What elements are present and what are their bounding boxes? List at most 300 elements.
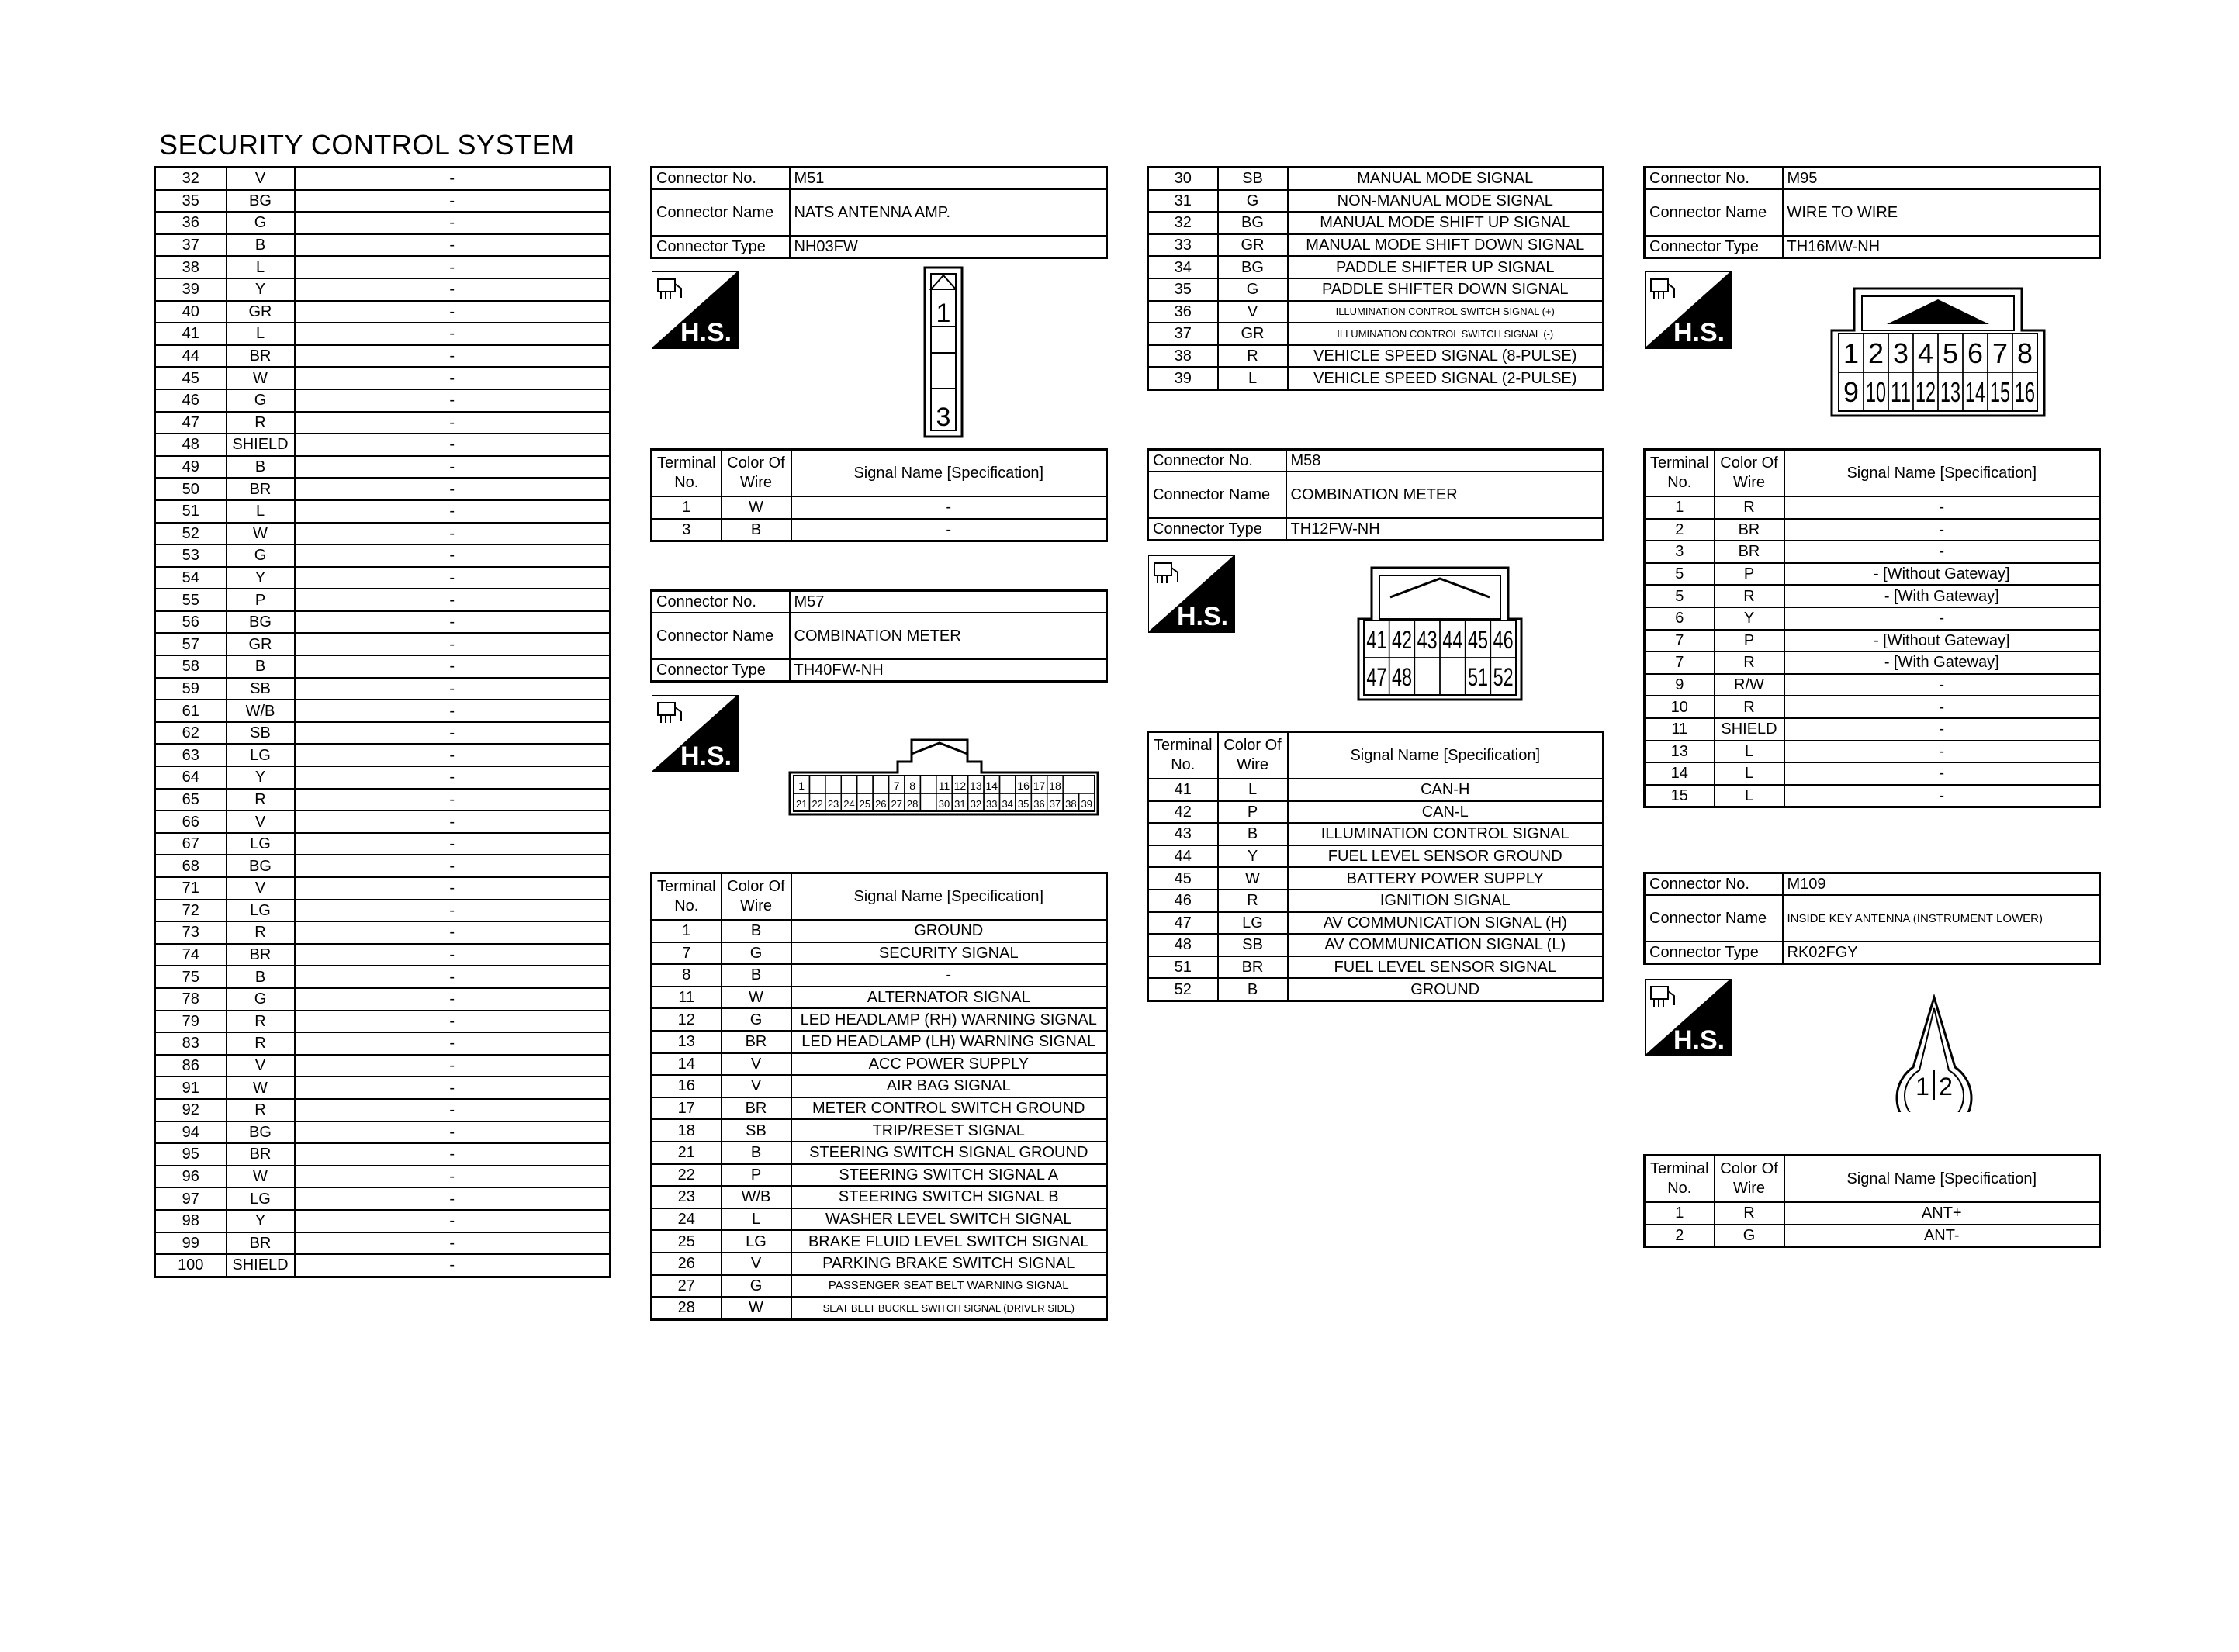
signal-name: - — [295, 921, 611, 944]
svg-text:H.S.: H.S. — [680, 741, 732, 771]
wire-color: R — [1715, 585, 1784, 607]
terminal-no: 1 — [652, 496, 722, 519]
signal-name: - — [295, 412, 611, 434]
wire-color: SHIELD — [1715, 718, 1784, 741]
terminal-no: 35 — [155, 190, 227, 213]
signal-name: ILLUMINATION CONTROL SIGNAL — [1288, 823, 1604, 845]
table-row — [1148, 779, 1604, 801]
wire-color: LG — [227, 744, 295, 766]
terminal-no: 5 — [1645, 563, 1715, 586]
table-row — [155, 655, 611, 678]
wire-color: SB — [722, 1119, 791, 1142]
table-row — [155, 190, 611, 213]
wire-color: V — [722, 1075, 791, 1097]
wire-color: V — [722, 1053, 791, 1076]
terminal-no: 27 — [652, 1275, 722, 1298]
table-row — [155, 478, 611, 500]
wire-color: BR — [1715, 541, 1784, 563]
wire-color: V — [227, 810, 295, 833]
signal-name: - — [295, 256, 611, 278]
signal-name: - [With Gateway] — [1784, 651, 2100, 674]
signal-name: AIR BAG SIGNAL — [791, 1075, 1107, 1097]
terminal-no: 55 — [155, 589, 227, 611]
m57-pin: 14 — [985, 779, 998, 792]
wire-color: Y — [227, 567, 295, 589]
table-row — [1645, 741, 2100, 763]
table-row — [1148, 345, 1604, 368]
m57-pin: 33 — [986, 798, 998, 810]
color-of-wire-header: Color Of Wire — [1715, 1156, 1784, 1203]
wire-color: SB — [227, 722, 295, 745]
wire-color: W — [227, 523, 295, 545]
wire-color: BR — [722, 1031, 791, 1053]
hs-icon — [652, 695, 739, 772]
table-row — [652, 1031, 1107, 1053]
wire-color: L — [227, 323, 295, 345]
terminal-no: 91 — [155, 1077, 227, 1099]
hs-icon — [1645, 271, 1732, 349]
table-row — [652, 1186, 1107, 1208]
wire-color: BR — [1218, 956, 1288, 979]
m58-connector-info — [1147, 448, 1604, 541]
signal-name: PADDLE SHIFTER UP SIGNAL — [1288, 256, 1604, 278]
terminal-no: 17 — [652, 1097, 722, 1120]
terminal-no: 37 — [1148, 323, 1218, 345]
m57-pin: 28 — [906, 798, 919, 810]
terminal-no: 64 — [155, 766, 227, 789]
m57-pin: 21 — [795, 798, 808, 810]
wire-color: B — [227, 966, 295, 988]
table-row — [1148, 823, 1604, 845]
m95-pin: 9 — [1843, 376, 1859, 408]
wire-color: Y — [227, 1210, 295, 1232]
table-row — [652, 1297, 1107, 1319]
terminal-no: 6 — [1645, 607, 1715, 630]
signal-name: ALTERNATOR SIGNAL — [791, 987, 1107, 1009]
terminal-no: 32 — [1148, 212, 1218, 234]
terminal-no: 74 — [155, 944, 227, 966]
signal-name: BRAKE FLUID LEVEL SWITCH SIGNAL — [791, 1230, 1107, 1253]
m58-pin: 46 — [1493, 626, 1514, 654]
terminal-no: 46 — [155, 389, 227, 412]
terminal-no: 51 — [155, 500, 227, 523]
table-row — [155, 966, 611, 988]
m58-connector-no: M58 — [1286, 450, 1604, 472]
terminal-no: 59 — [155, 678, 227, 700]
terminal-no: 15 — [1645, 785, 1715, 807]
m58-connector-diagram — [1356, 565, 1524, 703]
signal-name-header: Signal Name [Specification] — [1784, 1156, 2100, 1203]
signal-name: SEAT BELT BUCKLE SWITCH SIGNAL (DRIVER SIDE) — [791, 1297, 1107, 1319]
connector-type-label: Connector Type — [1148, 518, 1286, 541]
wire-color: W — [227, 1166, 295, 1188]
signal-name: - — [295, 988, 611, 1011]
m58-pin: 43 — [1417, 626, 1438, 654]
table-row — [1148, 890, 1604, 912]
terminal-no: 48 — [1148, 934, 1218, 956]
terminal-no: 9 — [1645, 674, 1715, 696]
wire-color: P — [722, 1164, 791, 1187]
hs-icon — [652, 271, 739, 349]
m58-pin: 41 — [1366, 626, 1387, 654]
signal-name: FUEL LEVEL SENSOR GROUND — [1288, 845, 1604, 868]
signal-name: - [With Gateway] — [1784, 585, 2100, 607]
wire-color: BG — [227, 855, 295, 877]
table-row — [652, 964, 1107, 987]
terminal-no: 45 — [155, 367, 227, 389]
table-row — [652, 496, 1107, 519]
left-terminal-table — [154, 166, 611, 1278]
terminal-no: 3 — [652, 519, 722, 541]
terminal-no-header: Terminal No. — [1148, 732, 1218, 779]
m109-pin-2: 2 — [1939, 1073, 1953, 1101]
table-row — [155, 944, 611, 966]
terminal-no: 56 — [155, 611, 227, 634]
wire-color: B — [722, 964, 791, 987]
wire-color: BR — [227, 944, 295, 966]
signal-name: - — [295, 544, 611, 567]
m95-pin: 5 — [1943, 337, 1958, 369]
table-row — [155, 921, 611, 944]
wire-color: LG — [227, 1187, 295, 1210]
terminal-no: 2 — [1645, 519, 1715, 541]
wire-color: L — [1218, 367, 1288, 389]
wire-color: G — [227, 988, 295, 1011]
signal-name: - — [295, 1166, 611, 1188]
signal-name: FUEL LEVEL SENSOR SIGNAL — [1288, 956, 1604, 979]
signal-name-header: Signal Name [Specification] — [791, 873, 1107, 921]
signal-name: - — [295, 434, 611, 456]
m57-pin: 23 — [827, 798, 839, 810]
wire-color: L — [722, 1208, 791, 1231]
signal-name: - — [295, 789, 611, 811]
terminal-no: 16 — [652, 1075, 722, 1097]
table-row — [155, 722, 611, 745]
signal-name: - — [1784, 718, 2100, 741]
terminal-no: 68 — [155, 855, 227, 877]
color-of-wire-header: Color Of Wire — [722, 873, 791, 921]
signal-name: VEHICLE SPEED SIGNAL (2-PULSE) — [1288, 367, 1604, 389]
terminal-no: 41 — [1148, 779, 1218, 801]
m95-pin: 7 — [1992, 337, 2008, 369]
table-row — [155, 810, 611, 833]
signal-name: MANUAL MODE SIGNAL — [1288, 168, 1604, 190]
signal-name: SECURITY SIGNAL — [791, 942, 1107, 965]
terminal-no: 26 — [652, 1253, 722, 1275]
terminal-no-header: Terminal No. — [1645, 450, 1715, 497]
wire-color: R — [1715, 651, 1784, 674]
terminal-no: 14 — [1645, 762, 1715, 785]
terminal-no: 75 — [155, 966, 227, 988]
wire-color: G — [227, 212, 295, 234]
table-row — [155, 789, 611, 811]
wire-color: W — [722, 496, 791, 519]
terminal-no: 57 — [155, 633, 227, 655]
signal-name: - — [295, 900, 611, 922]
wire-color: GR — [227, 301, 295, 323]
signal-name: - — [295, 1099, 611, 1121]
m51-pin-1: 1 — [936, 299, 951, 328]
m57-pin: 8 — [909, 779, 916, 792]
wire-color: GR — [227, 633, 295, 655]
signal-name: - — [295, 1143, 611, 1166]
signal-name: MANUAL MODE SHIFT UP SIGNAL — [1288, 212, 1604, 234]
table-row — [155, 766, 611, 789]
table-row — [155, 678, 611, 700]
terminal-no: 49 — [155, 456, 227, 479]
terminal-no: 99 — [155, 1232, 227, 1255]
m57-pin: 34 — [1002, 798, 1013, 810]
svg-text:H.S.: H.S. — [1176, 602, 1229, 631]
wire-color: V — [1218, 301, 1288, 323]
wire-color: B — [722, 1142, 791, 1164]
wire-color: V — [227, 1055, 295, 1077]
terminal-no: 95 — [155, 1143, 227, 1166]
terminal-no: 92 — [155, 1099, 227, 1121]
wire-color: P — [1715, 563, 1784, 586]
signal-name: - — [295, 966, 611, 988]
m51-connector-no: M51 — [790, 168, 1107, 190]
wire-color: R — [227, 789, 295, 811]
signal-name: - — [295, 877, 611, 900]
terminal-no: 35 — [1148, 278, 1218, 301]
m57-pin: 31 — [954, 798, 966, 810]
signal-name: - — [295, 1210, 611, 1232]
table-row — [1645, 563, 2100, 586]
signal-name: - — [1784, 519, 2100, 541]
m95-pin: 4 — [1918, 337, 1933, 369]
table-row — [1645, 651, 2100, 674]
m95-connector-no: M95 — [1783, 168, 2100, 190]
table-row — [652, 1008, 1107, 1031]
wire-color: BR — [722, 1097, 791, 1120]
m109-connector-no: M109 — [1783, 873, 2100, 896]
m57-pin: 24 — [843, 798, 855, 810]
signal-name: NON-MANUAL MODE SIGNAL — [1288, 190, 1604, 213]
m57-pin: 17 — [1033, 779, 1046, 792]
signal-name: - — [295, 589, 611, 611]
terminal-no: 11 — [1645, 718, 1715, 741]
wire-color: BR — [227, 345, 295, 368]
table-row — [155, 1099, 611, 1121]
table-row — [155, 1210, 611, 1232]
terminal-no-header: Terminal No. — [652, 450, 722, 497]
terminal-no: 63 — [155, 744, 227, 766]
terminal-no: 2 — [1645, 1225, 1715, 1247]
terminal-no: 58 — [155, 655, 227, 678]
table-row — [155, 323, 611, 345]
wire-color: R — [1715, 696, 1784, 718]
terminal-no: 10 — [1645, 696, 1715, 718]
wire-color: Y — [1715, 607, 1784, 630]
wire-color: BR — [227, 1143, 295, 1166]
terminal-no: 32 — [155, 168, 227, 190]
signal-name: ANT+ — [1784, 1202, 2100, 1225]
signal-name: - — [295, 1032, 611, 1055]
table-row — [652, 1230, 1107, 1253]
wire-color: W — [1218, 867, 1288, 890]
m58-pin: 51 — [1468, 663, 1488, 691]
table-row — [1645, 696, 2100, 718]
terminal-no: 72 — [155, 900, 227, 922]
wire-color: G — [1218, 278, 1288, 301]
signal-name: - — [295, 212, 611, 234]
m57-pin: 11 — [938, 779, 950, 792]
wire-color: R — [227, 921, 295, 944]
wire-color: G — [722, 1275, 791, 1298]
terminal-no: 38 — [1148, 345, 1218, 368]
signal-name: - — [295, 744, 611, 766]
signal-name-header: Signal Name [Specification] — [1288, 732, 1604, 779]
terminal-no: 79 — [155, 1011, 227, 1033]
signal-name: - — [295, 855, 611, 877]
table-row — [1148, 978, 1604, 1001]
m58-pin: 45 — [1468, 626, 1488, 654]
hs-icon — [1645, 979, 1732, 1056]
wire-color: L — [1715, 785, 1784, 807]
wire-color: B — [722, 519, 791, 541]
connector-type-label: Connector Type — [1645, 942, 1783, 964]
connector-no-label: Connector No. — [652, 168, 790, 190]
table-row — [155, 833, 611, 855]
signal-name: - — [1784, 762, 2100, 785]
m57-terminal-table — [650, 872, 1108, 1321]
m51-connector-diagram — [923, 266, 964, 438]
signal-name: ACC POWER SUPPLY — [791, 1053, 1107, 1076]
signal-name: WASHER LEVEL SWITCH SIGNAL — [791, 1208, 1107, 1231]
wire-color: R — [227, 1032, 295, 1055]
svg-text:H.S.: H.S. — [1673, 318, 1725, 347]
table-row — [155, 589, 611, 611]
terminal-no: 86 — [155, 1055, 227, 1077]
signal-name: - — [1784, 541, 2100, 563]
table-row — [155, 900, 611, 922]
wire-color: LG — [722, 1230, 791, 1253]
wire-color: G — [227, 544, 295, 567]
table-row — [652, 1119, 1107, 1142]
terminal-no: 47 — [1148, 912, 1218, 935]
terminal-no: 42 — [1148, 801, 1218, 824]
signal-name: - — [295, 678, 611, 700]
table-row — [1645, 1202, 2100, 1225]
hs-label: H.S. — [680, 318, 732, 347]
m95-pin: 8 — [2017, 337, 2033, 369]
m58-connector-type: TH12FW-NH — [1286, 518, 1604, 541]
wire-color: B — [227, 655, 295, 678]
wire-color: G — [1218, 190, 1288, 213]
signal-name: - — [295, 234, 611, 257]
signal-name: CAN-L — [1288, 801, 1604, 824]
table-row — [155, 611, 611, 634]
wire-color: W — [227, 367, 295, 389]
table-row — [652, 1164, 1107, 1187]
connector-no-label: Connector No. — [1645, 873, 1783, 896]
terminal-no: 61 — [155, 700, 227, 722]
terminal-no: 67 — [155, 833, 227, 855]
terminal-no: 25 — [652, 1230, 722, 1253]
signal-name-header: Signal Name [Specification] — [791, 450, 1107, 497]
wire-color: B — [227, 234, 295, 257]
terminal-no: 52 — [155, 523, 227, 545]
connector-no-label: Connector No. — [652, 591, 790, 613]
table-row — [652, 1142, 1107, 1164]
table-row — [1148, 190, 1604, 213]
m95-pin: 3 — [1893, 337, 1909, 369]
table-row — [155, 1254, 611, 1277]
connector-name-label: Connector Name — [652, 613, 790, 659]
table-row — [1645, 674, 2100, 696]
wire-color: W — [227, 1077, 295, 1099]
table-row — [652, 1208, 1107, 1231]
signal-name: AV COMMUNICATION SIGNAL (H) — [1288, 912, 1604, 935]
terminal-no: 62 — [155, 722, 227, 745]
terminal-no: 22 — [652, 1164, 722, 1187]
table-row — [155, 544, 611, 567]
terminal-no-header: Terminal No. — [1645, 1156, 1715, 1203]
m57-pin: 12 — [953, 779, 967, 792]
signal-name: - — [295, 1232, 611, 1255]
table-row — [652, 1053, 1107, 1076]
table-row — [1148, 212, 1604, 234]
m58-pin: 42 — [1392, 626, 1412, 654]
signal-name: - — [295, 367, 611, 389]
table-row — [1148, 867, 1604, 890]
m57-connector-type: TH40FW-NH — [790, 659, 1107, 682]
table-row — [155, 456, 611, 479]
signal-name: - — [295, 810, 611, 833]
signal-name: - — [295, 323, 611, 345]
terminal-no: 21 — [652, 1142, 722, 1164]
table-row — [652, 920, 1107, 942]
signal-name: - — [295, 655, 611, 678]
terminal-no: 30 — [1148, 168, 1218, 190]
signal-name: - — [295, 1055, 611, 1077]
signal-name: - — [295, 1187, 611, 1210]
table-row — [155, 412, 611, 434]
terminal-no: 34 — [1148, 256, 1218, 278]
wire-color: W/B — [722, 1186, 791, 1208]
terminal-no: 97 — [155, 1187, 227, 1210]
wire-color: P — [1715, 630, 1784, 652]
signal-name: - — [295, 1011, 611, 1033]
signal-name: PASSENGER SEAT BELT WARNING SIGNAL — [791, 1275, 1107, 1298]
signal-name: IGNITION SIGNAL — [1288, 890, 1604, 912]
connector-name-label: Connector Name — [1645, 895, 1783, 942]
signal-name: MANUAL MODE SHIFT DOWN SIGNAL — [1288, 234, 1604, 257]
connector-name-label: Connector Name — [652, 189, 790, 236]
table-row — [155, 256, 611, 278]
terminal-no: 44 — [155, 345, 227, 368]
signal-name: - — [1784, 785, 2100, 807]
wire-color: GR — [1218, 234, 1288, 257]
signal-name: BATTERY POWER SUPPLY — [1288, 867, 1604, 890]
m109-terminal-table — [1643, 1154, 2101, 1248]
signal-name: - — [295, 766, 611, 789]
m57-pin: 25 — [859, 798, 871, 810]
wire-color: B — [1218, 978, 1288, 1001]
terminal-no: 44 — [1148, 845, 1218, 868]
table-row — [1148, 845, 1604, 868]
terminal-no: 96 — [155, 1166, 227, 1188]
signal-name: LED HEADLAMP (RH) WARNING SIGNAL — [791, 1008, 1107, 1031]
wire-color: R — [1715, 496, 1784, 519]
wire-color: SHIELD — [227, 434, 295, 456]
wire-color: BR — [1715, 519, 1784, 541]
m57-pin: 27 — [891, 798, 902, 810]
signal-name: METER CONTROL SWITCH GROUND — [791, 1097, 1107, 1120]
terminal-no: 36 — [155, 212, 227, 234]
signal-name: - — [295, 700, 611, 722]
